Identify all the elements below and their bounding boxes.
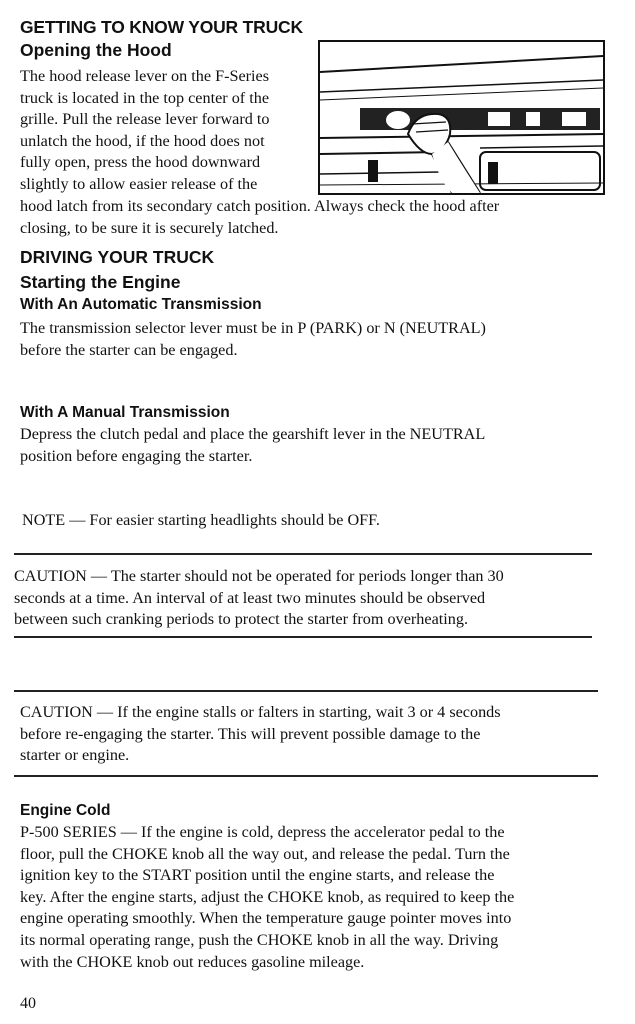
text-line: fully open, press the hood downward: [20, 153, 261, 172]
text-line: P-500 SERIES — If the engine is cold, depress the accelerator pedal to the: [20, 823, 505, 841]
truck-grille-drawing: [320, 42, 603, 193]
page-number: 40: [20, 995, 36, 1012]
text-line: hood latch from its secondary catch position. Always check the hood after: [20, 197, 500, 215]
text-line: between such cranking periods to protect the starter from overheating.: [14, 610, 468, 629]
text-line: closing, to be sure it is securely latched.: [20, 218, 279, 237]
text-line: Depress the clutch pedal and place the gearshift lever in the NEUTRAL: [20, 425, 486, 443]
hood-wrapped-text: [20, 66, 320, 196]
caution2-text: [20, 702, 620, 767]
text-line: starter or engine.: [20, 746, 130, 765]
text-line: with the CHOKE knob out reduces gasoline mileage.: [20, 952, 365, 971]
caution1-top-rule: [14, 553, 592, 555]
hood-full-text: [20, 196, 620, 239]
text-line: seconds at a time. An interval of at least two minutes should be observed: [14, 588, 486, 607]
note-text: NOTE — For easier starting headlights should be OFF.: [22, 511, 380, 529]
text-line: its normal operating range, push the CHOKE knob in all the way. Driving: [20, 930, 499, 949]
text-line: truck is located in the top center of the: [20, 88, 270, 107]
automatic-heading: With An Automatic Transmission: [20, 296, 262, 313]
text-line: CAUTION — If the engine stalls or falters in starting, wait 3 or 4 seconds: [20, 703, 501, 721]
text-line: grille. Pull the release lever forward to: [20, 110, 270, 129]
automatic-text: [20, 318, 620, 361]
manual-text: [20, 424, 620, 467]
text-line: slightly to allow easier release of the: [20, 174, 258, 193]
caution1-bottom-rule: [14, 636, 592, 638]
text-line: floor, pull the CHOKE knob all the way out, and release the pedal. Turn the: [20, 844, 510, 863]
engine-cold-text: [20, 822, 620, 973]
caution2-bottom-rule: [14, 775, 598, 777]
text-line: ignition key to the START position until the engine starts, and release the: [20, 866, 495, 885]
hood-title: Opening the Hood: [20, 40, 172, 60]
text-line: The hood release lever on the F-Series: [20, 67, 270, 85]
manual-heading: With A Manual Transmission: [20, 404, 230, 421]
text-line: position before engaging the starter.: [20, 446, 253, 465]
text-line: unlatch the hood, if the hood does not: [20, 131, 265, 150]
text-line: before re-engaging the starter. This will prevent possible damage to the: [20, 724, 481, 743]
text-line: CAUTION — The starter should not be operated for periods longer than 30: [14, 567, 504, 585]
text-line: before the starter can be engaged.: [20, 340, 238, 359]
caution2-top-rule: [14, 690, 598, 692]
driving-title: DRIVING YOUR TRUCK: [20, 247, 215, 267]
text-line: engine operating smoothly. When the temperature gauge pointer moves into: [20, 909, 512, 928]
caution1-text: [14, 566, 614, 631]
section-title: GETTING TO KNOW YOUR TRUCK: [20, 17, 303, 37]
starting-engine-title: Starting the Engine: [20, 272, 181, 292]
engine-cold-heading: Engine Cold: [20, 802, 111, 819]
text-line: key. After the engine starts, adjust the CHOKE knob, as required to keep the: [20, 887, 515, 906]
hood-release-illustration: [318, 40, 605, 195]
text-line: The transmission selector lever must be in P (PARK) or N (NEUTRAL): [20, 319, 486, 337]
